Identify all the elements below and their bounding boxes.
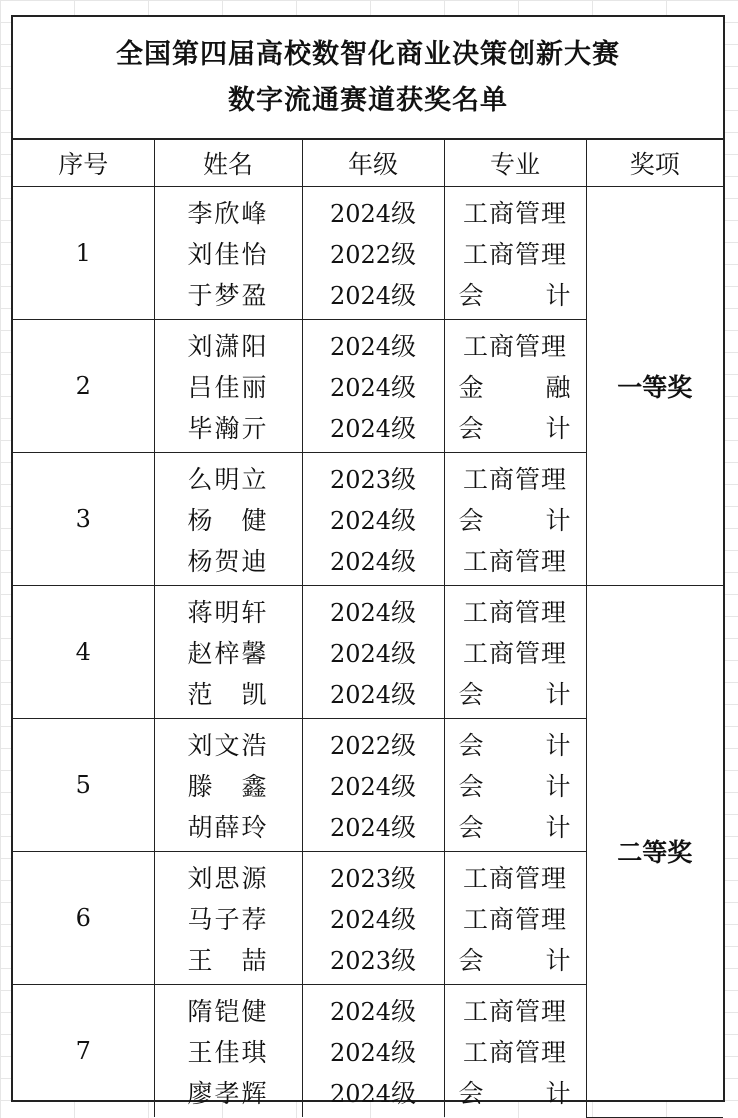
major-char: 计: [545, 1078, 572, 1108]
grade-suffix: 级: [391, 771, 417, 801]
major-char: 计: [545, 505, 572, 535]
grade-year: 2023: [329, 946, 392, 975]
grade-year: 2024: [329, 997, 392, 1026]
grade-year: 2023: [329, 864, 392, 893]
member-grade: [303, 500, 444, 541]
grade-suffix: 级: [391, 597, 417, 627]
member-grades: [302, 719, 444, 852]
member-major: 工商管理: [462, 996, 567, 1026]
member-grade: [303, 541, 444, 582]
grade-suffix: 级: [391, 372, 417, 402]
member-majors: [444, 719, 586, 852]
member-name: 刘文浩: [187, 730, 269, 760]
major-char: 会: [458, 679, 485, 709]
team-number: 4: [13, 586, 154, 719]
second-prize-label: 二等奖: [586, 586, 723, 1118]
member-grades: [302, 187, 444, 320]
grade-year: 2024: [329, 373, 392, 402]
grade-year: 2024: [329, 772, 392, 801]
major-char: 会: [458, 771, 485, 801]
grade-suffix: 级: [391, 996, 417, 1026]
major-char: 会: [458, 1078, 485, 1108]
member-grade: [303, 326, 444, 367]
major-char: 计: [545, 730, 572, 760]
member-majors: [444, 586, 586, 719]
member-names: [154, 187, 302, 320]
grade-suffix: 级: [391, 331, 417, 361]
member-names: [154, 453, 302, 586]
member-major: 工商管理: [462, 546, 567, 576]
major-char: 计: [545, 679, 572, 709]
header-prize: 奖项: [586, 140, 723, 187]
member-grades: [302, 453, 444, 586]
grade-suffix: 级: [391, 863, 417, 893]
member-major: 工商管理: [462, 331, 567, 361]
major-char: 会: [458, 812, 485, 842]
member-grade: [303, 367, 444, 408]
member-name: 蒋明轩: [187, 597, 269, 627]
grade-suffix: 级: [391, 280, 417, 310]
member-grade: [303, 858, 444, 899]
major-char: 计: [545, 812, 572, 842]
award-table: [13, 140, 723, 1118]
team-number: 3: [13, 453, 154, 586]
grade-year: 2024: [329, 1038, 392, 1067]
major-char: 计: [545, 945, 572, 975]
member-name: 李欣峰: [187, 198, 269, 228]
major-char: 会: [458, 945, 485, 975]
grade-suffix: 级: [391, 945, 417, 975]
member-names: [154, 985, 302, 1118]
member-major: 工商管理: [462, 198, 567, 228]
team-number: 6: [13, 852, 154, 985]
member-name: 赵梓馨: [187, 638, 269, 668]
member-grade: [303, 408, 444, 449]
grade-suffix: 级: [391, 679, 417, 709]
member-majors: [444, 320, 586, 453]
major-char: 会: [458, 413, 485, 443]
header-major: 专业: [444, 140, 586, 187]
member-name: 毕瀚亓: [187, 413, 269, 443]
award-list-document: [11, 15, 725, 1108]
member-major: [445, 275, 586, 316]
member-majors: [444, 187, 586, 320]
header-name: 姓名: [154, 140, 302, 187]
first-prize-label: 一等奖: [586, 187, 723, 586]
member-major: 工商管理: [462, 904, 567, 934]
member-major: [445, 367, 586, 408]
team-number: 2: [13, 320, 154, 453]
title-line-1: 全国第四届高校数智化商业决策创新大赛: [116, 38, 620, 70]
member-name: 杨 健: [187, 505, 269, 535]
member-major: [445, 766, 586, 807]
member-grades: [302, 586, 444, 719]
grade-suffix: 级: [391, 413, 417, 443]
grade-year: 2024: [329, 905, 392, 934]
member-major: 工商管理: [462, 239, 567, 269]
header-row: [13, 140, 723, 187]
grade-year: 2024: [329, 598, 392, 627]
member-name: 于梦盈: [187, 280, 269, 310]
header-number: 序号: [13, 140, 154, 187]
member-major: [445, 408, 586, 449]
member-grade: [303, 991, 444, 1032]
grade-suffix: 级: [391, 812, 417, 842]
member-name: 杨贺迪: [187, 546, 269, 576]
table-row: [13, 586, 723, 719]
member-grade: [303, 807, 444, 848]
grade-year: 2024: [329, 506, 392, 535]
member-grade: [303, 940, 444, 981]
member-name: 范 凯: [187, 679, 269, 709]
team-number: 7: [13, 985, 154, 1118]
member-grades: [302, 985, 444, 1118]
grade-suffix: 级: [391, 239, 417, 269]
table-row: [13, 187, 723, 320]
grade-year: 2022: [329, 240, 392, 269]
major-char: 计: [545, 280, 572, 310]
member-major: [445, 940, 586, 981]
member-name: 滕 鑫: [187, 771, 269, 801]
member-major: 工商管理: [462, 597, 567, 627]
member-name: 王佳琪: [187, 1037, 269, 1067]
grade-year: 2024: [329, 680, 392, 709]
grade-suffix: 级: [391, 638, 417, 668]
member-name: 王 喆: [187, 945, 269, 975]
member-name: 胡薛玲: [187, 812, 269, 842]
member-names: [154, 852, 302, 985]
grade-suffix: 级: [391, 1037, 417, 1067]
member-major: [445, 500, 586, 541]
member-grade: [303, 193, 444, 234]
member-major: 工商管理: [462, 464, 567, 494]
member-name: 刘思源: [187, 863, 269, 893]
major-char: 融: [545, 372, 572, 402]
member-grades: [302, 320, 444, 453]
grade-suffix: 级: [391, 505, 417, 535]
member-major: [445, 807, 586, 848]
member-name: 么明立: [187, 464, 269, 494]
member-grade: [303, 674, 444, 715]
header-grade: 年级: [302, 140, 444, 187]
major-char: 金: [458, 372, 485, 402]
major-char: 会: [458, 730, 485, 760]
member-grade: [303, 725, 444, 766]
grade-suffix: 级: [391, 1078, 417, 1108]
member-major: 工商管理: [462, 863, 567, 893]
grade-year: 2024: [329, 639, 392, 668]
member-major: [445, 674, 586, 715]
member-major: [445, 1073, 586, 1114]
grade-suffix: 级: [391, 546, 417, 576]
member-grade: [303, 592, 444, 633]
member-majors: [444, 453, 586, 586]
grade-suffix: 级: [391, 464, 417, 494]
member-name: 刘佳怡: [187, 239, 269, 269]
major-char: 会: [458, 505, 485, 535]
member-grade: [303, 766, 444, 807]
member-names: [154, 586, 302, 719]
member-major: 工商管理: [462, 638, 567, 668]
member-names: [154, 320, 302, 453]
team-number: 1: [13, 187, 154, 320]
member-majors: [444, 852, 586, 985]
major-char: 计: [545, 771, 572, 801]
member-grade: [303, 1073, 444, 1114]
member-major: [445, 725, 586, 766]
grade-year: 2024: [329, 199, 392, 228]
major-char: 会: [458, 280, 485, 310]
grade-year: 2024: [329, 1079, 392, 1108]
grade-year: 2022: [329, 731, 392, 760]
member-grade: [303, 234, 444, 275]
grade-suffix: 级: [391, 730, 417, 760]
grade-suffix: 级: [391, 904, 417, 934]
member-name: 廖孝辉: [187, 1078, 269, 1108]
grade-suffix: 级: [391, 198, 417, 228]
member-grade: [303, 633, 444, 674]
member-names: [154, 719, 302, 852]
grade-year: 2023: [329, 465, 392, 494]
member-name: 刘潇阳: [187, 331, 269, 361]
member-grades: [302, 852, 444, 985]
member-grade: [303, 899, 444, 940]
document-title: [13, 17, 723, 140]
team-number: 5: [13, 719, 154, 852]
member-major: 工商管理: [462, 1037, 567, 1067]
grade-year: 2024: [329, 813, 392, 842]
member-name: 马子荐: [187, 904, 269, 934]
grade-year: 2024: [329, 414, 392, 443]
member-name: 隋铠健: [187, 996, 269, 1026]
member-grade: [303, 459, 444, 500]
major-char: 计: [545, 413, 572, 443]
grade-year: 2024: [329, 281, 392, 310]
member-grade: [303, 275, 444, 316]
grade-year: 2024: [329, 332, 392, 361]
grade-year: 2024: [329, 547, 392, 576]
title-line-2: 数字流通赛道获奖名单: [228, 84, 508, 116]
member-grade: [303, 1032, 444, 1073]
member-majors: [444, 985, 586, 1118]
member-name: 吕佳丽: [187, 372, 269, 402]
